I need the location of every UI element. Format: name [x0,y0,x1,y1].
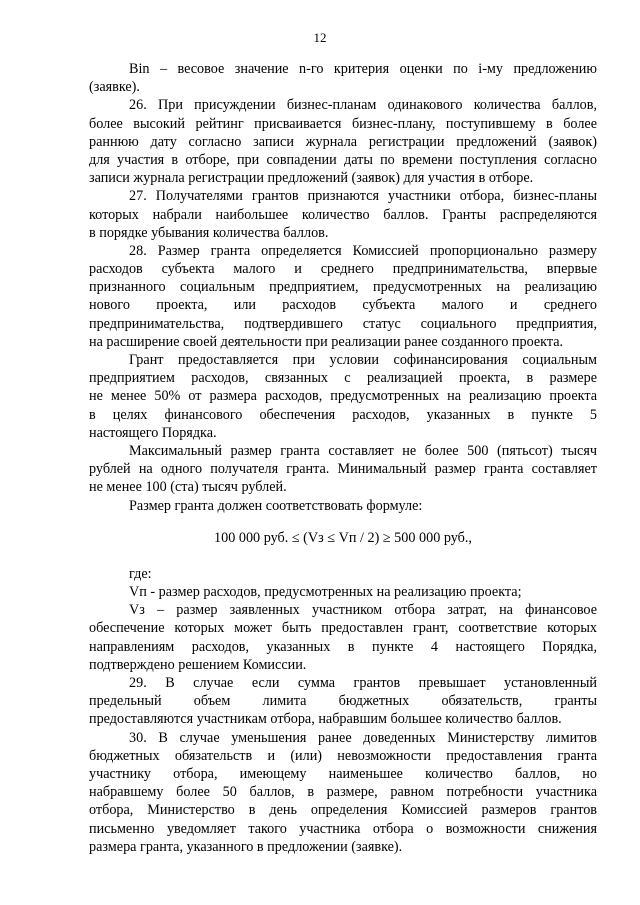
text-line: подтверждено решением Комиссии. [89,656,307,673]
text-line: 27. Получателями грантов признаются участники отбора, бизнес-планы [129,188,597,205]
paragraph-26 [89,96,597,187]
paragraph-bin [89,60,597,96]
formula-intro: Размер гранта должен соответствовать формуле: [129,497,423,514]
text-line: предоставляются участникам отбора, набравшим большее количество баллов. [89,711,562,728]
text-line: участнику отбора, имеющему наименьшее количество баллов, но [89,765,597,782]
text-line: раннюю дату согласно записи журнала регистрации предложений (заявок) [89,133,597,150]
text-line: 28. Размер гранта определяется Комиссией пропорционально размеру [129,242,597,259]
definition-vp: Vп - размер расходов, предусмотренных на реализацию проекта; [129,584,522,601]
text-line: набравшему более 50 баллов, в размере, равном потребности участника [89,784,597,801]
paragraph-30 [89,729,597,856]
text-line: Vз – размер заявленных участником отбора затрат, на финансовое [129,602,597,619]
paragraph-28-cofinancing [89,351,597,442]
text-line: 29. В случае если сумма грантов превышает установленный [129,675,597,691]
text-line: нового проекта, или расходов субъекта малого и среднего [89,297,597,314]
text-line: отбора, Министерство в день определения Комиссией размеров грантов [89,802,597,819]
text-line: обеспечение которых может быть предоставлен грант, соответствие которых [89,620,597,637]
text-line: не менее 50% от размера расходов, предусмотренных на реализацию проекта [89,388,597,405]
text-line: предпринимательства, подтвердившего статус социального предприятия, [89,315,597,332]
paragraph-28 [89,242,597,351]
definition-vz [89,601,597,674]
text-line: рублей на одного получателя гранта. Минимальный размер гранта составляет [89,461,597,478]
text-line: предприятием расходов, связанных с реализацией проекта, в размере [89,370,597,387]
text-line: признанного социальным предприятием, предусмотренных на реализацию [89,279,597,296]
text-line: на расширение своей деятельности при реализации ранее созданного проекта. [89,333,564,350]
text-line: бюджетных обязательств и (или) невозможности предоставления гранта [89,747,597,764]
text-line: более высокий рейтинг присваивается бизнес-плану, поступившему в более [89,115,597,132]
text-line: Грант предоставляется при условии софинансирования социальным [129,352,597,368]
paragraph-28-max-grant [89,442,597,497]
text-line: для участия в отборе, при совпадении даты по времени поступления согласно [89,151,597,168]
text-line: (заявке). [89,79,140,96]
text-line: записи журнала регистрации предложений (заявок) для участия в отборе. [89,170,534,187]
text-line: Максимальный размер гранта составляет не более 500 (пятьсот) тысяч [129,442,597,459]
text-line: предельный объем лимита бюджетных обязательств, гранты [89,693,597,710]
text-line: 26. При присуждении бизнес-планам одинакового количества баллов, [129,97,597,114]
text-line: которых набрали наибольшее количество баллов. Гранты распределяются [89,206,597,223]
where-label: где: [129,565,152,582]
paragraph-29 [89,674,597,729]
text-line: размера гранта, указанного в предложении (заявке). [89,838,403,855]
text-line: расходов субъекта малого и среднего предпринимательства, впервые [89,261,597,278]
grant-formula: 100 000 руб. ≤ (Vз ≤ Vп / 2) ≥ 500 000 руб., [214,529,472,546]
text-line: письменно уведомляет такого участника отбора о возможности снижения [89,820,597,837]
document-body [89,60,597,856]
text-line: Bin – весовое значение n-го критерия оценки по i-му предложению [129,61,597,77]
text-line: не менее 100 (ста) тысяч рублей. [89,479,287,496]
text-line: настоящего Порядка. [89,424,217,441]
text-line: направлениям расходов, указанных в пункте 4 настоящего Порядка, [89,638,597,655]
text-line: в порядке убывания количества баллов. [89,224,329,241]
text-line: в целях финансового обеспечения расходов, указанных в пункте 5 [89,406,597,423]
text-line: 30. В случае уменьшения ранее доведенных Министерству лимитов [129,729,597,746]
paragraph-27 [89,187,597,242]
page-number: 12 [313,30,327,45]
